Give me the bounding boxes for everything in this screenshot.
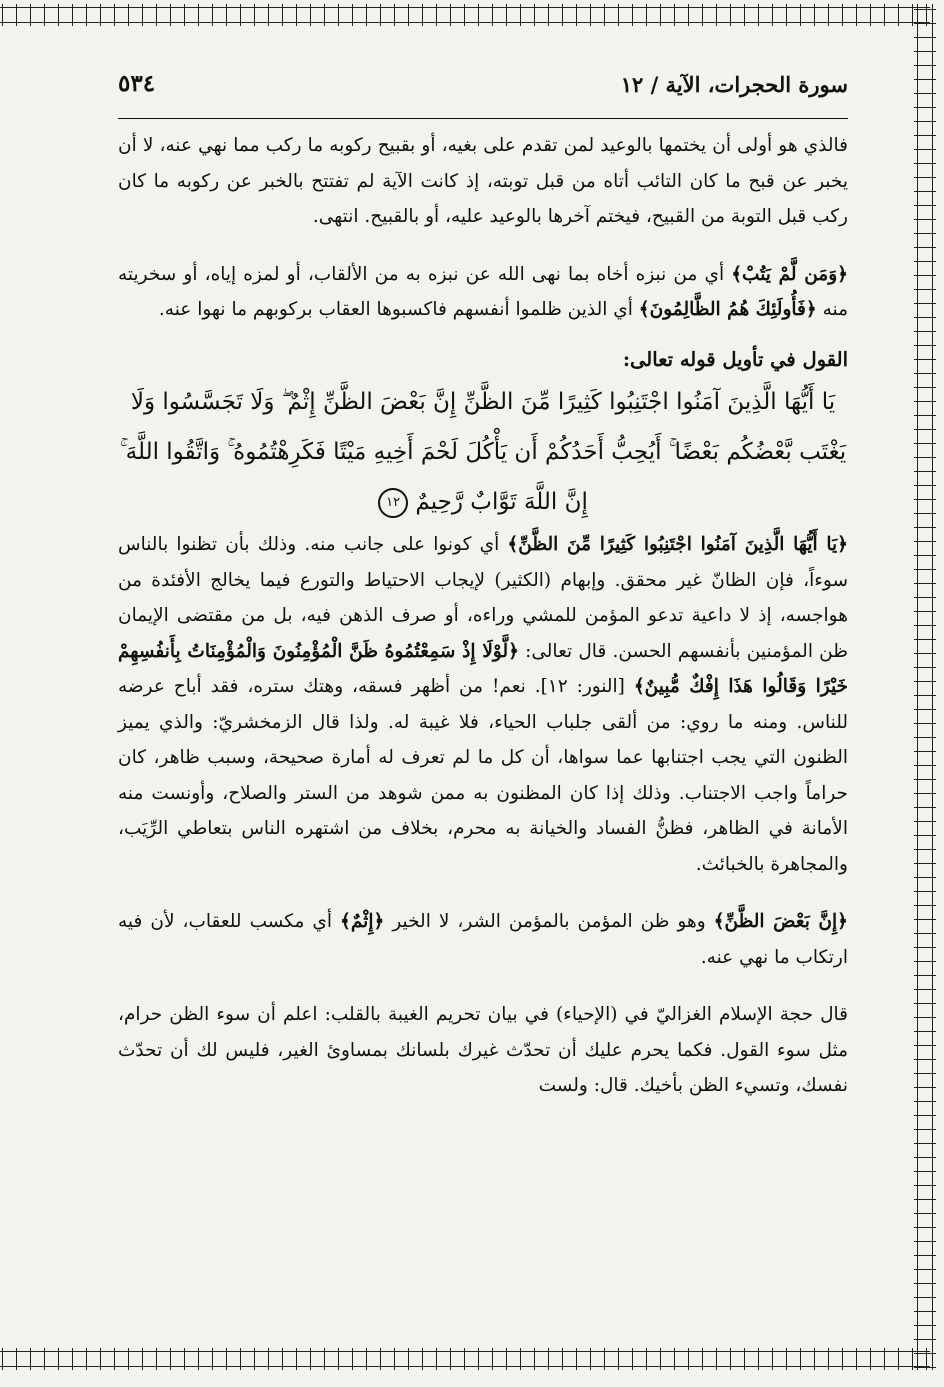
top-ornamental-border <box>0 4 930 26</box>
paragraph-3 <box>118 527 848 882</box>
section-heading: القول في تأويل قوله تعالى: <box>622 347 848 371</box>
quran-quote: ﴿لَّوْلَا إِذْ سَمِعْتُمُوهُ ظَنَّ الْمُؤْمِنُونَ وَالْمُؤْمِنَاتُ بِأَنفُسِهِمْ خَيْرًا وَقَالُوا هَذَا إِفْكٌ مُّبِينٌ﴾ <box>118 640 848 697</box>
paragraph-text: أي مكسب للعقاب، لأن فيه ارتكاب ما نهي عنه. <box>118 911 848 968</box>
paragraph-text: وهو ظن المؤمن بالمؤمن الشر، لا الخير <box>384 911 714 932</box>
paragraph-2 <box>118 257 848 328</box>
page-body <box>118 128 848 1104</box>
page-number: ٥٣٤ <box>118 70 156 97</box>
running-title: سورة الحجرات، الآية / ١٢ <box>620 72 848 97</box>
paragraph-text: أي من نبزه أخاه بما نهى الله عن نبزه به من الألقاب، أو لمزه إياه، أو سخريته منه <box>118 263 848 320</box>
quran-quote: ﴿إِنَّ بَعْضَ الظَّنِّ﴾ <box>713 911 848 932</box>
quran-verse: يَا أَيُّهَا الَّذِينَ آمَنُوا اجْتَنِبُوا كَثِيرًا مِّنَ الظَّنِّ إِنَّ بَعْضَ الظَّنِّ إِثْمٌ ۖ وَلَا تَجَسَّسُوا وَلَا يَغْتَب بَّعْضُكُم بَعْضًا ۚ أَيُحِبُّ أَحَدُكُمْ أَن يَأْكُلَ لَحْمَ أَخِيهِ مَيْتًا فَكَرِهْتُمُوهُ ۚ وَاتَّقُوا اللَّهَ ۚ إِنَّ اللَّهَ تَوَّابٌ رَّحِيمٌ <box>119 389 847 515</box>
verse-number-marker: ١٢ <box>378 488 408 518</box>
paragraph-text: [النور: ١٢]. نعم! من أظهر فسقه، وهتك ستره، فقد أباح عرضه للناس. ومنه ما روي: من ألقى جلباب الحياء، فلا غيبة له. ولذا قال الزمخشريّ: والذي يميز الظنون التي يجب اجتنابها عما سواها، أن كل ما لم تعرف له أمارة صحيحة، وسبب ظاهر، كان حراماً واجب الاجتناب. وذلك إذا كان المظنون به ممن شوهد من الستر والصلاح، وأونست منه الأمانة في الظاهر، فظنُّ الفساد والخيانة به محرم، بخلاف من اشتهره الناس بتعاطي الرِّيَب، والمجاهرة بالخبائث. <box>118 676 848 875</box>
paragraph-1: فالذي هو أولى أن يختمها بالوعيد لمن تقدم على بغيه، أو بقبيح ركوبه ما ركب مما نهي عنه، لا أن يخبر عن قبح ما كان التائب أتاه من قبل توبته، إذ كانت الآية لم تفتتح بالخبر عن ركوبه ما كان ركب قبل التوبة من القبيح، فيختم آخرها بالوعيد عليه، أو بالقبيح. انتهى. <box>118 135 848 227</box>
bottom-ornamental-border <box>0 1348 930 1370</box>
quran-quote: ﴿وَمَن لَّمْ يَتُبْ﴾ <box>731 263 848 285</box>
paragraph-text: أي الذين ظلموا أنفسهم فاكسبوها العقاب بركوبهم ما نهوا عنه. <box>158 299 639 320</box>
paragraph-5: قال حجة الإسلام الغزاليّ في (الإحياء) في بيان تحريم الغيبة بالقلب: اعلم أن سوء الظن حرام، مثل سوء القول. فكما يحرم عليك أن تحدّث غيرك بلسانك بمساوئ الغير، فليس لك أن تحدّث نفسك، وتسيء الظن بأخيك. قال: ولست <box>118 1004 848 1096</box>
quran-quote: ﴿فَأُولَئِكَ هُمُ الظَّالِمُونَ﴾ <box>638 299 817 320</box>
page-header <box>118 66 848 119</box>
paragraph-text: أي كونوا على جانب منه. وذلك بأن تظنوا بالناس سوءاً، فإن الظانّ غير محقق. وإبهام (الكثير) لإيجاب الاحتياط والتورع فيما يخالج الأفئدة من هواجسه، إذ لا داعية تدعو المؤمن للمشي وراءه، أو صرف الذهن فيه، بل من مقتضى الإيمان ظن المؤمنين بأنفسهم الحسن. قال تعالى: <box>118 534 848 662</box>
quran-quote: ﴿إِثْمٌ﴾ <box>340 911 385 932</box>
quran-quote: ﴿يَا أَيُّهَا الَّذِينَ آمَنُوا اجْتَنِبُوا كَثِيرًا مِّنَ الظَّنِّ﴾ <box>507 534 848 555</box>
right-ornamental-border <box>914 4 936 1370</box>
paragraph-4 <box>118 904 848 975</box>
quran-verse-block <box>118 377 848 527</box>
